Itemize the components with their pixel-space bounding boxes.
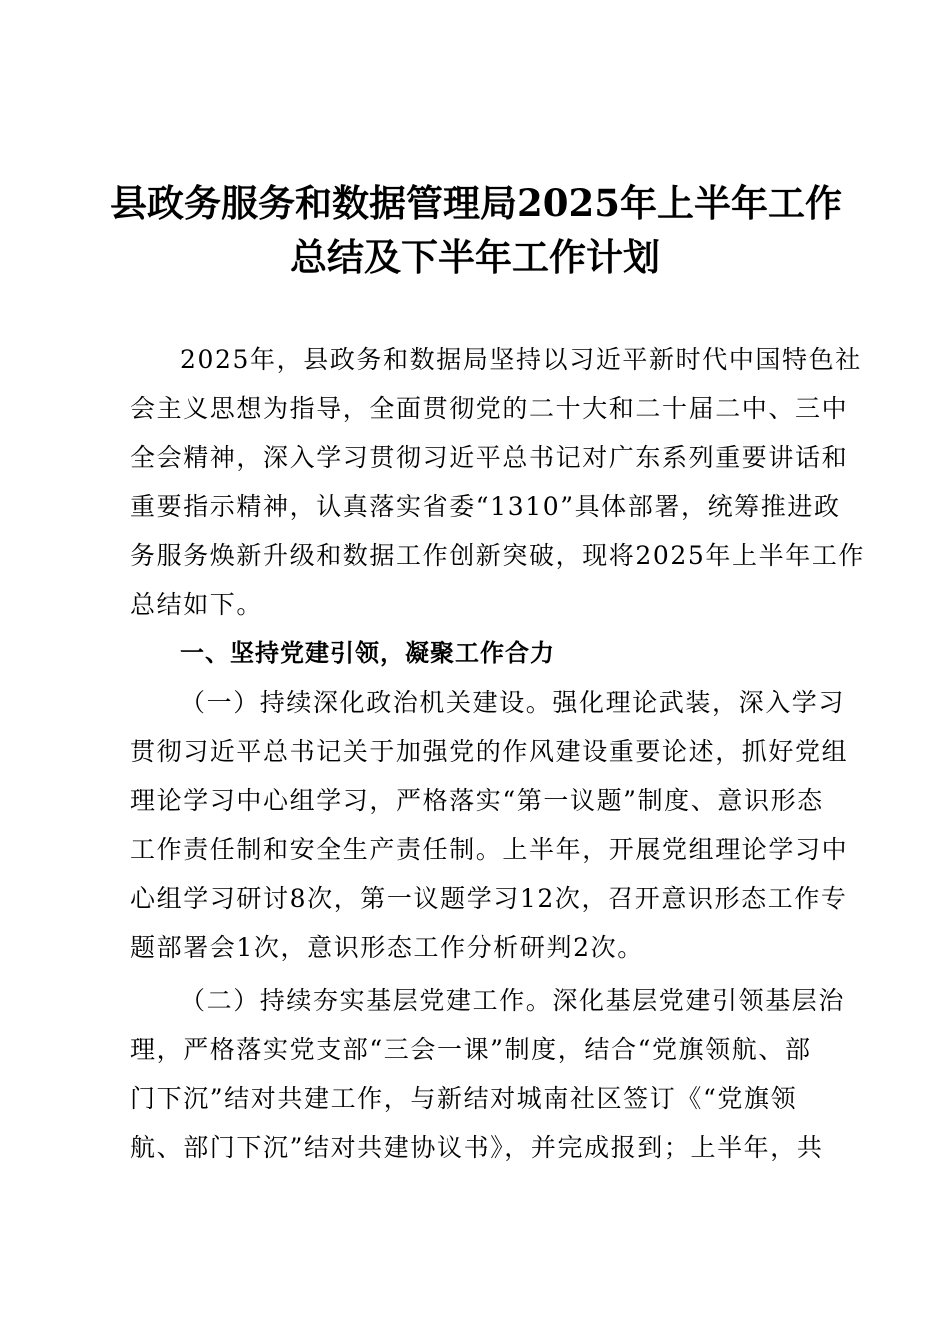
text-line: 2025年，县政务和数据局坚持以习近平新时代中国特色社 xyxy=(180,345,862,374)
text-line: 题部署会1次，意识形态工作分析研判2次。 xyxy=(130,933,644,962)
text-line: 全会精神，深入学习贯彻习近平总书记对广东系列重要讲话和 xyxy=(130,443,849,472)
text-line: 工作责任制和安全生产责任制。上半年，开展党组理论学习中 xyxy=(130,835,849,864)
text-line: 总结如下。 xyxy=(130,590,264,619)
text-line: 贯彻习近平总书记关于加强党的作风建设重要论述，抓好党组 xyxy=(130,737,849,766)
text-line: 理论学习中心组学习，严格落实“第一议题”制度、意识形态 xyxy=(130,786,824,815)
text-line: （一）持续深化政治机关建设。强化理论武装，深入学习 xyxy=(180,688,846,717)
text-line: 心组学习研讨8次，第一议题学习12次，召开意识形态工作专 xyxy=(130,884,848,913)
text-line: 会主义思想为指导，全面贯彻党的二十大和二十届二中、三中 xyxy=(130,394,849,423)
text-line: 航、部门下沉”结对共建协议书》，并完成报到；上半年，共 xyxy=(130,1133,824,1162)
document-body xyxy=(130,335,866,1172)
title-line-1: 县政务服务和数据管理局2025年上半年工作 xyxy=(110,181,842,225)
intro-paragraph xyxy=(130,335,866,629)
text-line: 务服务焕新升级和数据工作创新突破，现将2025年上半年工作 xyxy=(130,541,866,570)
title-line-2: 总结及下半年工作计划 xyxy=(290,235,660,279)
text-line: 重要指示精神，认真落实省委“1310”具体部署，统筹推进政 xyxy=(130,492,841,521)
section-heading: 一、坚持党建引领，凝聚工作合力 xyxy=(180,639,555,667)
section-1-1-paragraph xyxy=(130,678,849,972)
text-line: 理，严格落实党支部“三会一课”制度，结合“党旗领航、部 xyxy=(130,1035,812,1064)
section-1-2-paragraph xyxy=(130,976,846,1172)
document-title xyxy=(110,176,840,284)
text-line: 门下沉”结对共建工作，与新结对城南社区签订《“党旗领 xyxy=(130,1084,798,1113)
text-line: （二）持续夯实基层党建工作。深化基层党建引领基层治 xyxy=(180,986,846,1015)
